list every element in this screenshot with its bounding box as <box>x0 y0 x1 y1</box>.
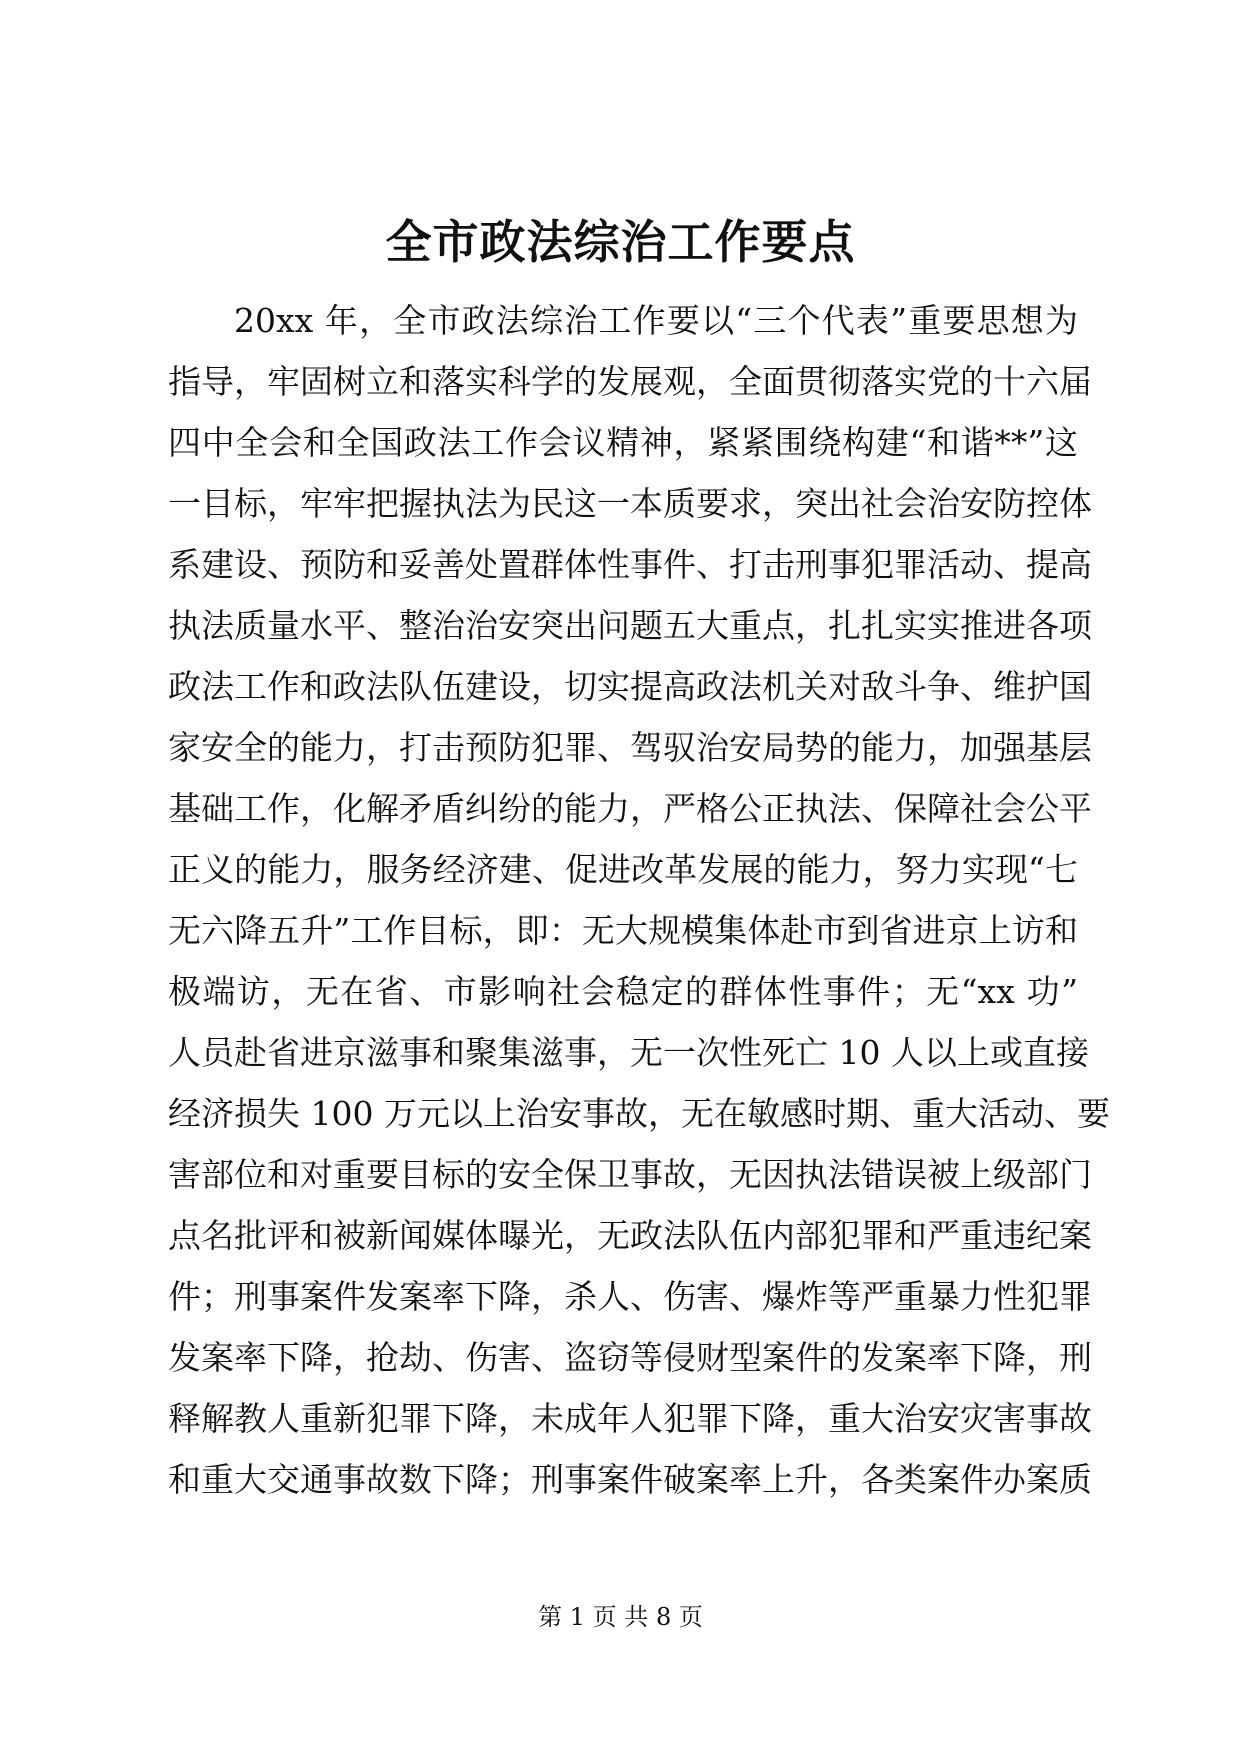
body-line: 极端访，无在省、市影响社会稳定的群体性事件；无“xx 功” <box>168 972 1078 1011</box>
body-line: 政法工作和政法队伍建设，切实提高政法机关对敌斗争、维护国 <box>168 667 1092 706</box>
body-line: 执法质量水平、整治治安突出问题五大重点，扎扎实实推进各项 <box>168 606 1092 645</box>
body-line: 家安全的能力，打击预防犯罪、驾驭治安局势的能力，加强基层 <box>168 728 1092 767</box>
body-line: 系建设、预防和妥善处置群体性事件、打击刑事犯罪活动、提高 <box>168 545 1092 584</box>
body-line: 正义的能力，服务经济建、促进改革发展的能力，努力实现“七 <box>168 850 1078 889</box>
body-line: 件；刑事案件发案率下降，杀人、伤害、爆炸等严重暴力性犯罪 <box>168 1277 1092 1316</box>
body-line: 20xx 年，全市政法综治工作要以“三个代表”重要思想为 <box>234 301 1078 340</box>
document-title: 全市政法综治工作要点 <box>385 215 856 269</box>
body-line: 一目标，牢牢把握执法为民这一本质要求，突出社会治安防控体 <box>168 484 1092 523</box>
body-line: 和重大交通事故数下降；刑事案件破案率上升，各类案件办案质 <box>168 1460 1092 1499</box>
body-line: 指导，牢固树立和落实科学的发展观，全面贯彻落实党的十六届 <box>168 362 1092 401</box>
document-body <box>168 290 1110 1510</box>
body-line: 人员赴省进京滋事和聚集滋事，无一次性死亡 10 人以上或直接 <box>168 1033 1089 1072</box>
body-line: 四中全会和全国政法工作会议精神，紧紧围绕构建“和谐**”这 <box>168 423 1078 462</box>
body-line: 经济损失 100 万元以上治安事故，无在敏感时期、重大活动、要 <box>168 1094 1110 1133</box>
body-line: 释解教人重新犯罪下降，未成年人犯罪下降，重大治安灾害事故 <box>168 1399 1092 1438</box>
body-line: 点名批评和被新闻媒体曝光，无政法队伍内部犯罪和严重违纪案 <box>168 1216 1092 1255</box>
body-line: 害部位和对重要目标的安全保卫事故，无因执法错误被上级部门 <box>168 1155 1092 1194</box>
body-line: 无六降五升”工作目标，即：无大规模集体赴市到省进京上访和 <box>168 911 1078 950</box>
body-line: 基础工作，化解矛盾纠纷的能力，严格公正执法、保障社会公平 <box>168 789 1092 828</box>
page-indicator: 第 1 页 共 8 页 <box>538 1603 703 1631</box>
body-line: 发案率下降，抢劫、伤害、盗窃等侵财型案件的发案率下降，刑 <box>168 1338 1092 1377</box>
